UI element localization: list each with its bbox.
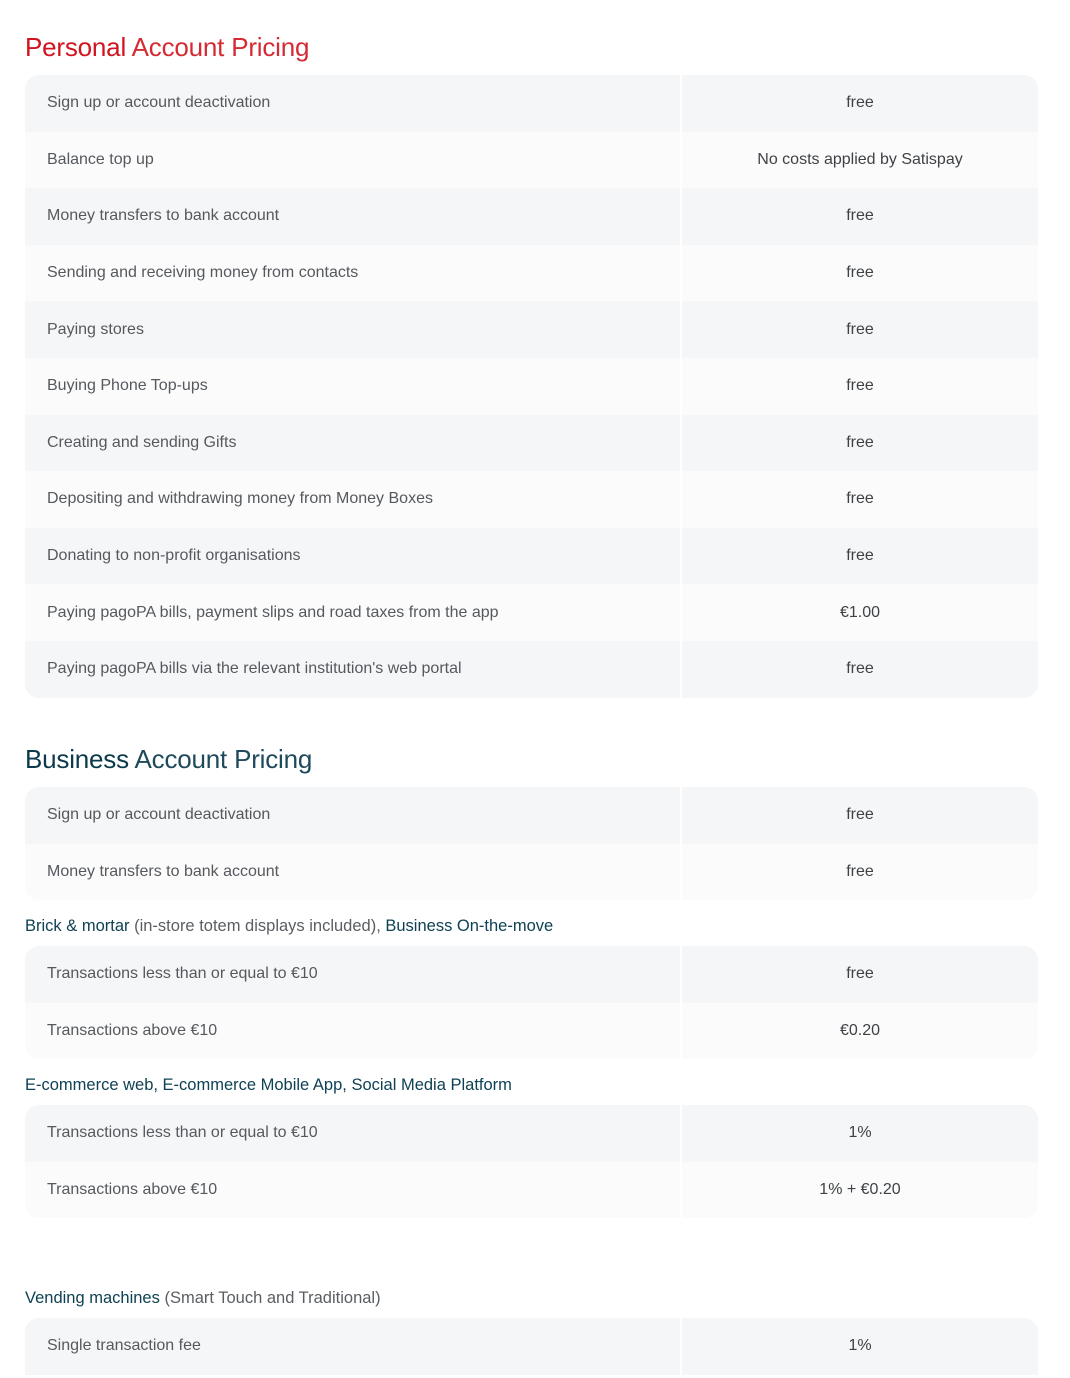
table-row <box>25 1162 1038 1219</box>
row-value: free <box>846 862 874 880</box>
business-title-strong: Business <box>25 744 129 774</box>
row-value: 1% + €0.20 <box>819 1180 901 1198</box>
vending-strong: Vending machines <box>25 1289 160 1307</box>
table-row <box>25 245 1038 302</box>
row-label: Transactions less than or equal to €10 <box>25 946 682 1003</box>
row-value: free <box>846 965 874 983</box>
table-row <box>25 528 1038 585</box>
row-value: free <box>846 433 874 451</box>
row-label: Depositing and withdrawing money from Money Boxes <box>25 471 682 528</box>
row-label: Single transaction fee <box>25 1318 682 1375</box>
row-value: free <box>846 547 874 565</box>
row-value: free <box>846 660 874 678</box>
row-value: 1% <box>848 1337 872 1355</box>
row-label: Donating to non-profit organisations <box>25 528 682 585</box>
row-label: Transactions above €10 <box>25 1003 682 1060</box>
table-row <box>25 641 1038 698</box>
brick-strong-1: Brick & mortar <box>25 917 130 935</box>
business-pricing-table <box>25 787 1038 900</box>
table-row <box>25 132 1038 189</box>
row-value: €1.00 <box>839 603 881 621</box>
row-value: No costs applied by Satispay <box>757 150 963 168</box>
row-value: free <box>846 377 874 395</box>
row-label: Creating and sending Gifts <box>25 415 682 472</box>
row-value: free <box>846 806 874 824</box>
personal-pricing-table <box>25 75 1038 698</box>
table-row <box>25 1105 1038 1162</box>
personal-pricing-title <box>25 31 309 63</box>
ecommerce-subheading <box>25 1074 512 1096</box>
table-row <box>25 1003 1038 1060</box>
brick-light: (in-store totem displays included), <box>129 917 386 935</box>
row-value: free <box>846 207 874 225</box>
row-value: free <box>846 490 874 508</box>
row-label: Money transfers to bank account <box>25 844 682 901</box>
brick-mortar-subheading <box>25 915 553 937</box>
personal-title-light: Account Pricing <box>131 32 310 62</box>
business-pricing-title <box>25 743 312 775</box>
row-label: Paying pagoPA bills, payment slips and road taxes from the app <box>25 584 682 641</box>
table-row <box>25 358 1038 415</box>
ecommerce-pricing-table <box>25 1105 1038 1218</box>
row-label: Sign up or account deactivation <box>25 75 682 132</box>
table-row <box>25 946 1038 1003</box>
row-label: Buying Phone Top-ups <box>25 358 682 415</box>
row-value: €0.20 <box>839 1021 881 1039</box>
table-row <box>25 471 1038 528</box>
row-label: Balance top up <box>25 132 682 189</box>
row-label: Paying pagoPA bills via the relevant institution's web portal <box>25 641 682 698</box>
row-label: Money transfers to bank account <box>25 188 682 245</box>
row-value: 1% <box>848 1124 872 1142</box>
table-row <box>25 301 1038 358</box>
business-title-light: Account Pricing <box>134 744 313 774</box>
table-row <box>25 787 1038 844</box>
personal-title-strong: Personal <box>25 32 127 62</box>
vending-light: (Smart Touch and Traditional) <box>159 1289 381 1307</box>
row-value: free <box>846 264 874 282</box>
row-value: free <box>846 320 874 338</box>
row-label: Sending and receiving money from contacts <box>25 245 682 302</box>
table-row <box>25 844 1038 901</box>
vending-pricing-table <box>25 1318 1038 1375</box>
table-row <box>25 188 1038 245</box>
table-row <box>25 1318 1038 1375</box>
row-label: Paying stores <box>25 301 682 358</box>
row-value: free <box>846 94 874 112</box>
ecommerce-strong: E-commerce web, E-commerce Mobile App, Social Media Platform <box>25 1076 512 1094</box>
row-label: Transactions less than or equal to €10 <box>25 1105 682 1162</box>
vending-subheading <box>25 1287 381 1309</box>
brick-mortar-pricing-table <box>25 946 1038 1059</box>
row-label: Transactions above €10 <box>25 1162 682 1219</box>
table-row <box>25 415 1038 472</box>
row-label: Sign up or account deactivation <box>25 787 682 844</box>
brick-strong-2: Business On-the-move <box>385 917 554 935</box>
table-row <box>25 75 1038 132</box>
table-row <box>25 584 1038 641</box>
